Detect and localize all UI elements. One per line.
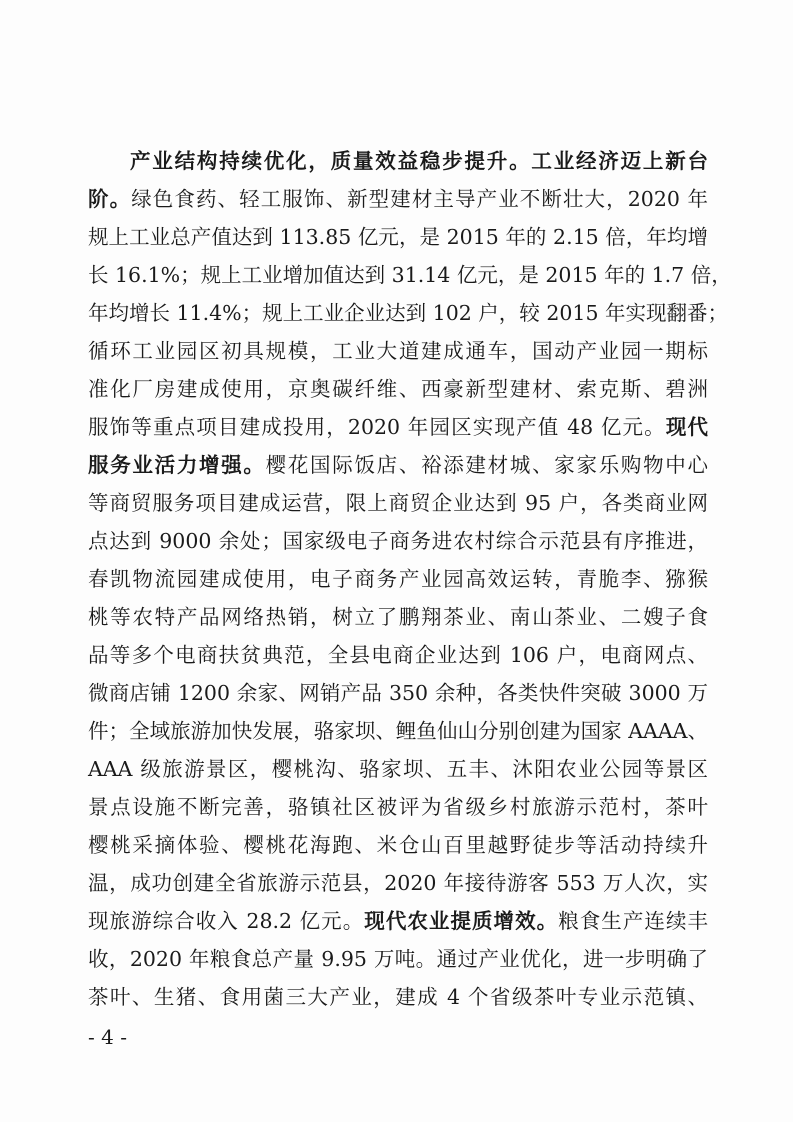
text-line (88, 750, 708, 788)
text-line (88, 370, 708, 408)
text-segment: 微商店铺 1200 余家、网销产品 350 余种，各类快件突破 3000 万 (88, 681, 708, 705)
text-segment: 樱桃采摘体验、樱桃花海跑、米仓山百里越野徒步等活动持续升 (88, 833, 708, 857)
bold-text-segment: 产业结构持续优化，质量效益稳步提升。工业经济迈上新台 (130, 149, 708, 173)
text-segment: AAA 级旅游景区，樱桃沟、骆家坝、五丰、沐阳农业公园等景区 (88, 757, 708, 781)
bold-text-segment: 现代 (665, 415, 709, 439)
text-line (88, 332, 708, 370)
text-line (88, 788, 708, 826)
text-segment: 点达到 9000 余处；国家级电子商务进农村综合示范县有序推进， (88, 529, 708, 553)
text-segment: 准化厂房建成使用，京奥碳纤维、西豪新型建材、索克斯、碧洲 (88, 377, 708, 401)
text-segment: 件；全域旅游加快发展，骆家坝、鲤鱼仙山分别创建为国家 AAAA、 (88, 719, 708, 743)
text-line (88, 446, 708, 484)
text-line (88, 484, 708, 522)
body-paragraph (88, 142, 732, 1016)
text-line (88, 294, 729, 332)
text-line (88, 408, 708, 446)
text-line (88, 712, 708, 750)
text-segment: 规上工业总产值达到 113.85 亿元，是 2015 年的 2.15 倍，年均增 (88, 225, 708, 249)
text-line (88, 522, 708, 560)
text-segment: 绿色食药、轻工服饰、新型建材主导产业不断壮大，2020 年 (131, 187, 709, 211)
bold-text-segment: 服务业活力增强。 (88, 453, 266, 477)
text-line (88, 826, 708, 864)
text-line (88, 560, 708, 598)
text-segment: 景点设施不断完善，骆镇社区被评为省级乡村旅游示范村，茶叶 (88, 795, 708, 819)
text-line (88, 978, 708, 1016)
page-number: - 4 - (88, 1025, 127, 1049)
text-line (88, 636, 708, 674)
text-line (88, 674, 708, 712)
text-segment: 年均增长 11.4%；规上工业企业达到 102 户，较 2015 年实现翻番； (88, 301, 729, 325)
text-segment: 长 16.1%；规上工业增加值达到 31.14 亿元，是 2015 年的 1.7 倍， (88, 263, 732, 287)
text-segment: 循环工业园区初具规模，工业大道建成通车，国动产业园一期标 (88, 339, 708, 363)
text-segment: 品等多个电商扶贫典范，全县电商企业达到 106 户，电商网点、 (88, 643, 708, 667)
text-line (88, 180, 708, 218)
text-segment: 温，成功创建全省旅游示范县，2020 年接待游客 553 万人次，实 (88, 871, 708, 895)
text-segment: 服饰等重点项目建成投用，2020 年园区实现产值 48 亿元。 (88, 415, 666, 439)
text-line (88, 864, 708, 902)
text-line (88, 256, 732, 294)
text-segment: 春凯物流园建成使用，电子商务产业园高效运转，青脆李、猕猴 (88, 567, 708, 591)
text-line (88, 940, 708, 978)
text-segment: 茶叶、生猪、食用菌三大产业，建成 4 个省级茶叶专业示范镇、 (88, 985, 708, 1009)
text-segment: 粮食生产连续丰 (558, 909, 708, 933)
text-segment: 收，2020 年粮食总产量 9.95 万吨。通过产业优化，进一步明确了 (88, 947, 708, 971)
text-line (88, 142, 708, 180)
text-segment: 现旅游综合收入 28.2 亿元。 (88, 909, 365, 933)
text-segment: 等商贸服务项目建成运营，限上商贸企业达到 95 户，各类商业网 (88, 491, 708, 515)
text-line (88, 598, 708, 636)
text-segment: 樱花国际饭店、裕添建材城、家家乐购物中心 (265, 453, 709, 477)
text-segment: 桃等农特产品网络热销，树立了鹏翔茶业、南山茶业、二嫂子食 (88, 605, 708, 629)
text-line (88, 218, 708, 256)
text-line (88, 902, 708, 940)
bold-text-segment: 阶。 (88, 187, 132, 211)
bold-text-segment: 现代农业提质增效。 (364, 909, 559, 933)
